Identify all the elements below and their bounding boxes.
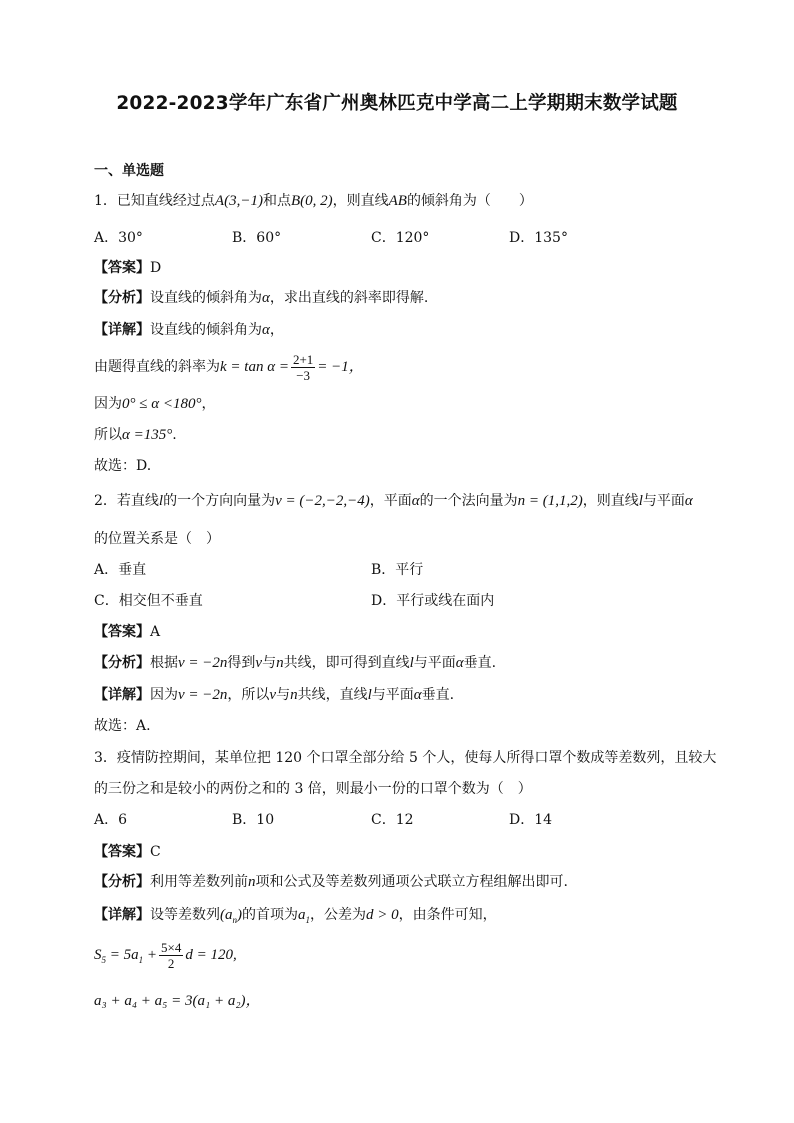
q3-analysis: 【分析】利用等差数列前n项和公式及等差数列通项公式联立方程组解出即可. (94, 874, 568, 890)
q1-step-slope: 由题得直线的斜率为k = tan α = $\frac{2+1}{-3}$ = −1， (94, 351, 364, 383)
q1-analysis: 【分析】设直线的倾斜角为α，求出直线的斜率即得解. (94, 290, 429, 306)
q1-choose: 故选：D. (94, 458, 152, 474)
q3-detail: 【详解】设等差数列$(a_n)$的首项为$a_1$，公差为d > 0，由条件可知， (94, 907, 497, 925)
q1-option-b: B．60° (232, 230, 282, 246)
q1-answer: 【答案】D (94, 260, 162, 276)
q3-eq-sum: $S_5 = 5a_1$ + $\frac{5\times 4}{2}$ d = 120, (94, 939, 237, 971)
q1-detail: 【详解】设直线的倾斜角为α， (94, 322, 284, 338)
q1-option-a: A．30° (94, 230, 143, 246)
page-title: 2022-2023学年广东省广州奥林匹克中学高二上学期期末数学试题 (116, 93, 678, 114)
sum-fraction: $\frac{5\times 4}{2}$ (161, 939, 182, 971)
slope-fraction: $\frac{2+1}{-3}$ (292, 351, 314, 383)
q3-option-b: B．10 (232, 812, 275, 828)
q2-detail: 【详解】因为v = −2n，所以v与n共线，直线l与平面α垂直. (94, 687, 455, 703)
q1-option-d: D．135° (509, 230, 568, 246)
q2-analysis: 【分析】根据v = −2n得到v与n共线，即可得到直线l与平面α垂直. (94, 655, 497, 671)
q3-option-c: C．12 (371, 812, 414, 828)
q3-answer: 【答案】C (94, 844, 161, 860)
point-a: A(3,−1) (214, 193, 263, 209)
point-b: B(0, 2) (290, 193, 333, 209)
q2-stem-line1: 2．若直线l的一个方向向量为v = (−2,−2,−4)，平面α的一个法向量为n = (1,1,2)，则直线l与平面α (94, 493, 693, 509)
q2-answer: 【答案】A (94, 624, 161, 640)
q2-option-a: A．垂直 (94, 562, 147, 578)
q2-choose: 故选：A. (94, 718, 151, 734)
section-heading: 一、单选题 (94, 163, 164, 179)
q3-option-d: D．14 (509, 812, 553, 828)
q3-stem-line1: 3．疫情防控期间，某单位把 120 个口罩全部分给 5 个人，使每人所得口罩个数成等差数列，且较大 (94, 750, 717, 766)
q2-option-b: B．平行 (371, 562, 424, 578)
q1-option-c: C．120° (371, 230, 430, 246)
q2-option-c: C．相交但不垂直 (94, 593, 203, 609)
q1-stem: 1．已知直线经过点A(3,−1)和点B(0, 2)，则直线AB的倾斜角为（ ） (94, 193, 533, 209)
q3-stem-line2: 的三份之和是较小的两份之和的 3 倍，则最小一份的口罩个数为（ ） (94, 781, 532, 797)
q1-step-result: 所以α =135°. (94, 427, 177, 443)
q1-step-range: 因为0° ≤ α <180°， (94, 396, 216, 412)
q2-option-d: D．平行或线在面内 (371, 593, 495, 609)
q3-option-a: A．6 (94, 812, 128, 828)
q3-eq-terms: a₃ + a₄ + a₅ = 3(a₁ + a₂)， (94, 993, 261, 1009)
q2-stem-line2: 的位置关系是（ ） (94, 531, 220, 547)
